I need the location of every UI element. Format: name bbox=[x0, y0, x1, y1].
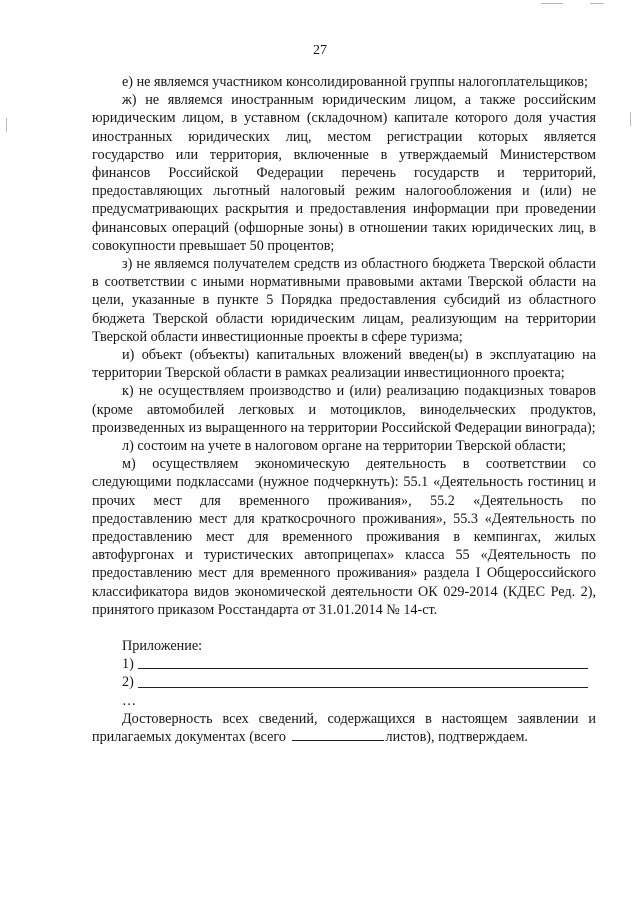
attachment-line-1-blank bbox=[138, 667, 588, 669]
list-item: к) не осуществляем производство и (или) реализацию подакцизных товаров (кроме автомобилей легковых и мотоциклов, винодельческих продуктов, произведенных из выращенного на территории Российской Федерации винограда); bbox=[92, 383, 596, 436]
list-item: ж) не являемся иностранным юридическим лицом, а также российским юридическим лицом, в уставном (складочном) капитале которого доля участия иностранных юридических лиц, местом регистрации которых является государство или территория, включенные в утверждаемый Министерством финансов Российской Федерации перечень государств и территорий, предоставляющих льготный налоговый режим налогообложения и (или) не предусматривающих раскрытия и предоставления информации при проведении финансовых операций (офшорные зоны) в отношении таких юридических лиц, в совокупности превышает 50 процентов; bbox=[92, 92, 596, 254]
document-body bbox=[92, 73, 596, 746]
attachment-line-2 bbox=[92, 673, 596, 691]
attachment-line-1-number: 1) bbox=[122, 656, 134, 673]
scan-artifact-mark bbox=[6, 118, 7, 132]
scan-artifact-mark bbox=[541, 3, 563, 4]
list-item: е) не являемся участником консолидированной группы налогоплательщиков; bbox=[122, 74, 588, 90]
confirmation-statement bbox=[92, 710, 596, 746]
confirmation-text-start: Достоверность всех сведений, содержащихся в настоящем заявлении и прилагаемых документах (всего bbox=[92, 710, 596, 746]
list-item: и) объект (объекты) капитальных вложений введен(ы) в эксплуатацию на территории Тверской области в рамках реализации инвестиционного проекта; bbox=[92, 347, 596, 382]
attachment-ellipsis: … bbox=[122, 692, 137, 709]
attachment-line-1 bbox=[92, 655, 596, 673]
attachment-title: Приложение: bbox=[122, 638, 203, 655]
attachment-line-2-number: 2) bbox=[122, 674, 134, 691]
scan-artifact-mark bbox=[630, 112, 631, 126]
attachment-line-2-blank bbox=[138, 686, 588, 688]
spacer bbox=[92, 619, 596, 637]
page-number: 27 bbox=[313, 43, 327, 58]
page-count-blank bbox=[292, 728, 384, 741]
list-item: л) состоим на учете в налоговом органе на территории Тверской области; bbox=[122, 438, 566, 455]
scan-artifact-mark bbox=[590, 3, 604, 4]
list-item: з) не являемся получателем средств из областного бюджета Тверской области в соответствии с иными нормативными правовыми актами Тверской области на цели, указанные в пункте 5 Порядка предоставления субсидий из областного бюджета Тверской области юридическим лицам, реализующим на территории Тверской области инвестиционные проекты в сфере туризма; bbox=[92, 256, 596, 345]
confirmation-text-end: листов), подтверждаем. bbox=[385, 729, 528, 746]
list-item: м) осуществляем экономическую деятельность в соответствии со следующими подклассами (нужное подчеркнуть): 55.1 «Деятельность гостиниц и прочих мест для временного проживания», 55.2 «Деятельность по предоставлению мест для краткосрочного проживания», 55.3 «Деятельность по предоставлению мест для временного проживания в кемпингах, жилых автофургонах и туристических автоприцепах» класса 55 «Деятельность по предоставлению мест для временного проживания» раздела I Общероссийского классификатора видов экономической деятельности ОК 029-2014 (КДЕС Ред. 2), принятого приказом Росстандарта от 31.01.2014 № 14-ст. bbox=[92, 456, 596, 618]
